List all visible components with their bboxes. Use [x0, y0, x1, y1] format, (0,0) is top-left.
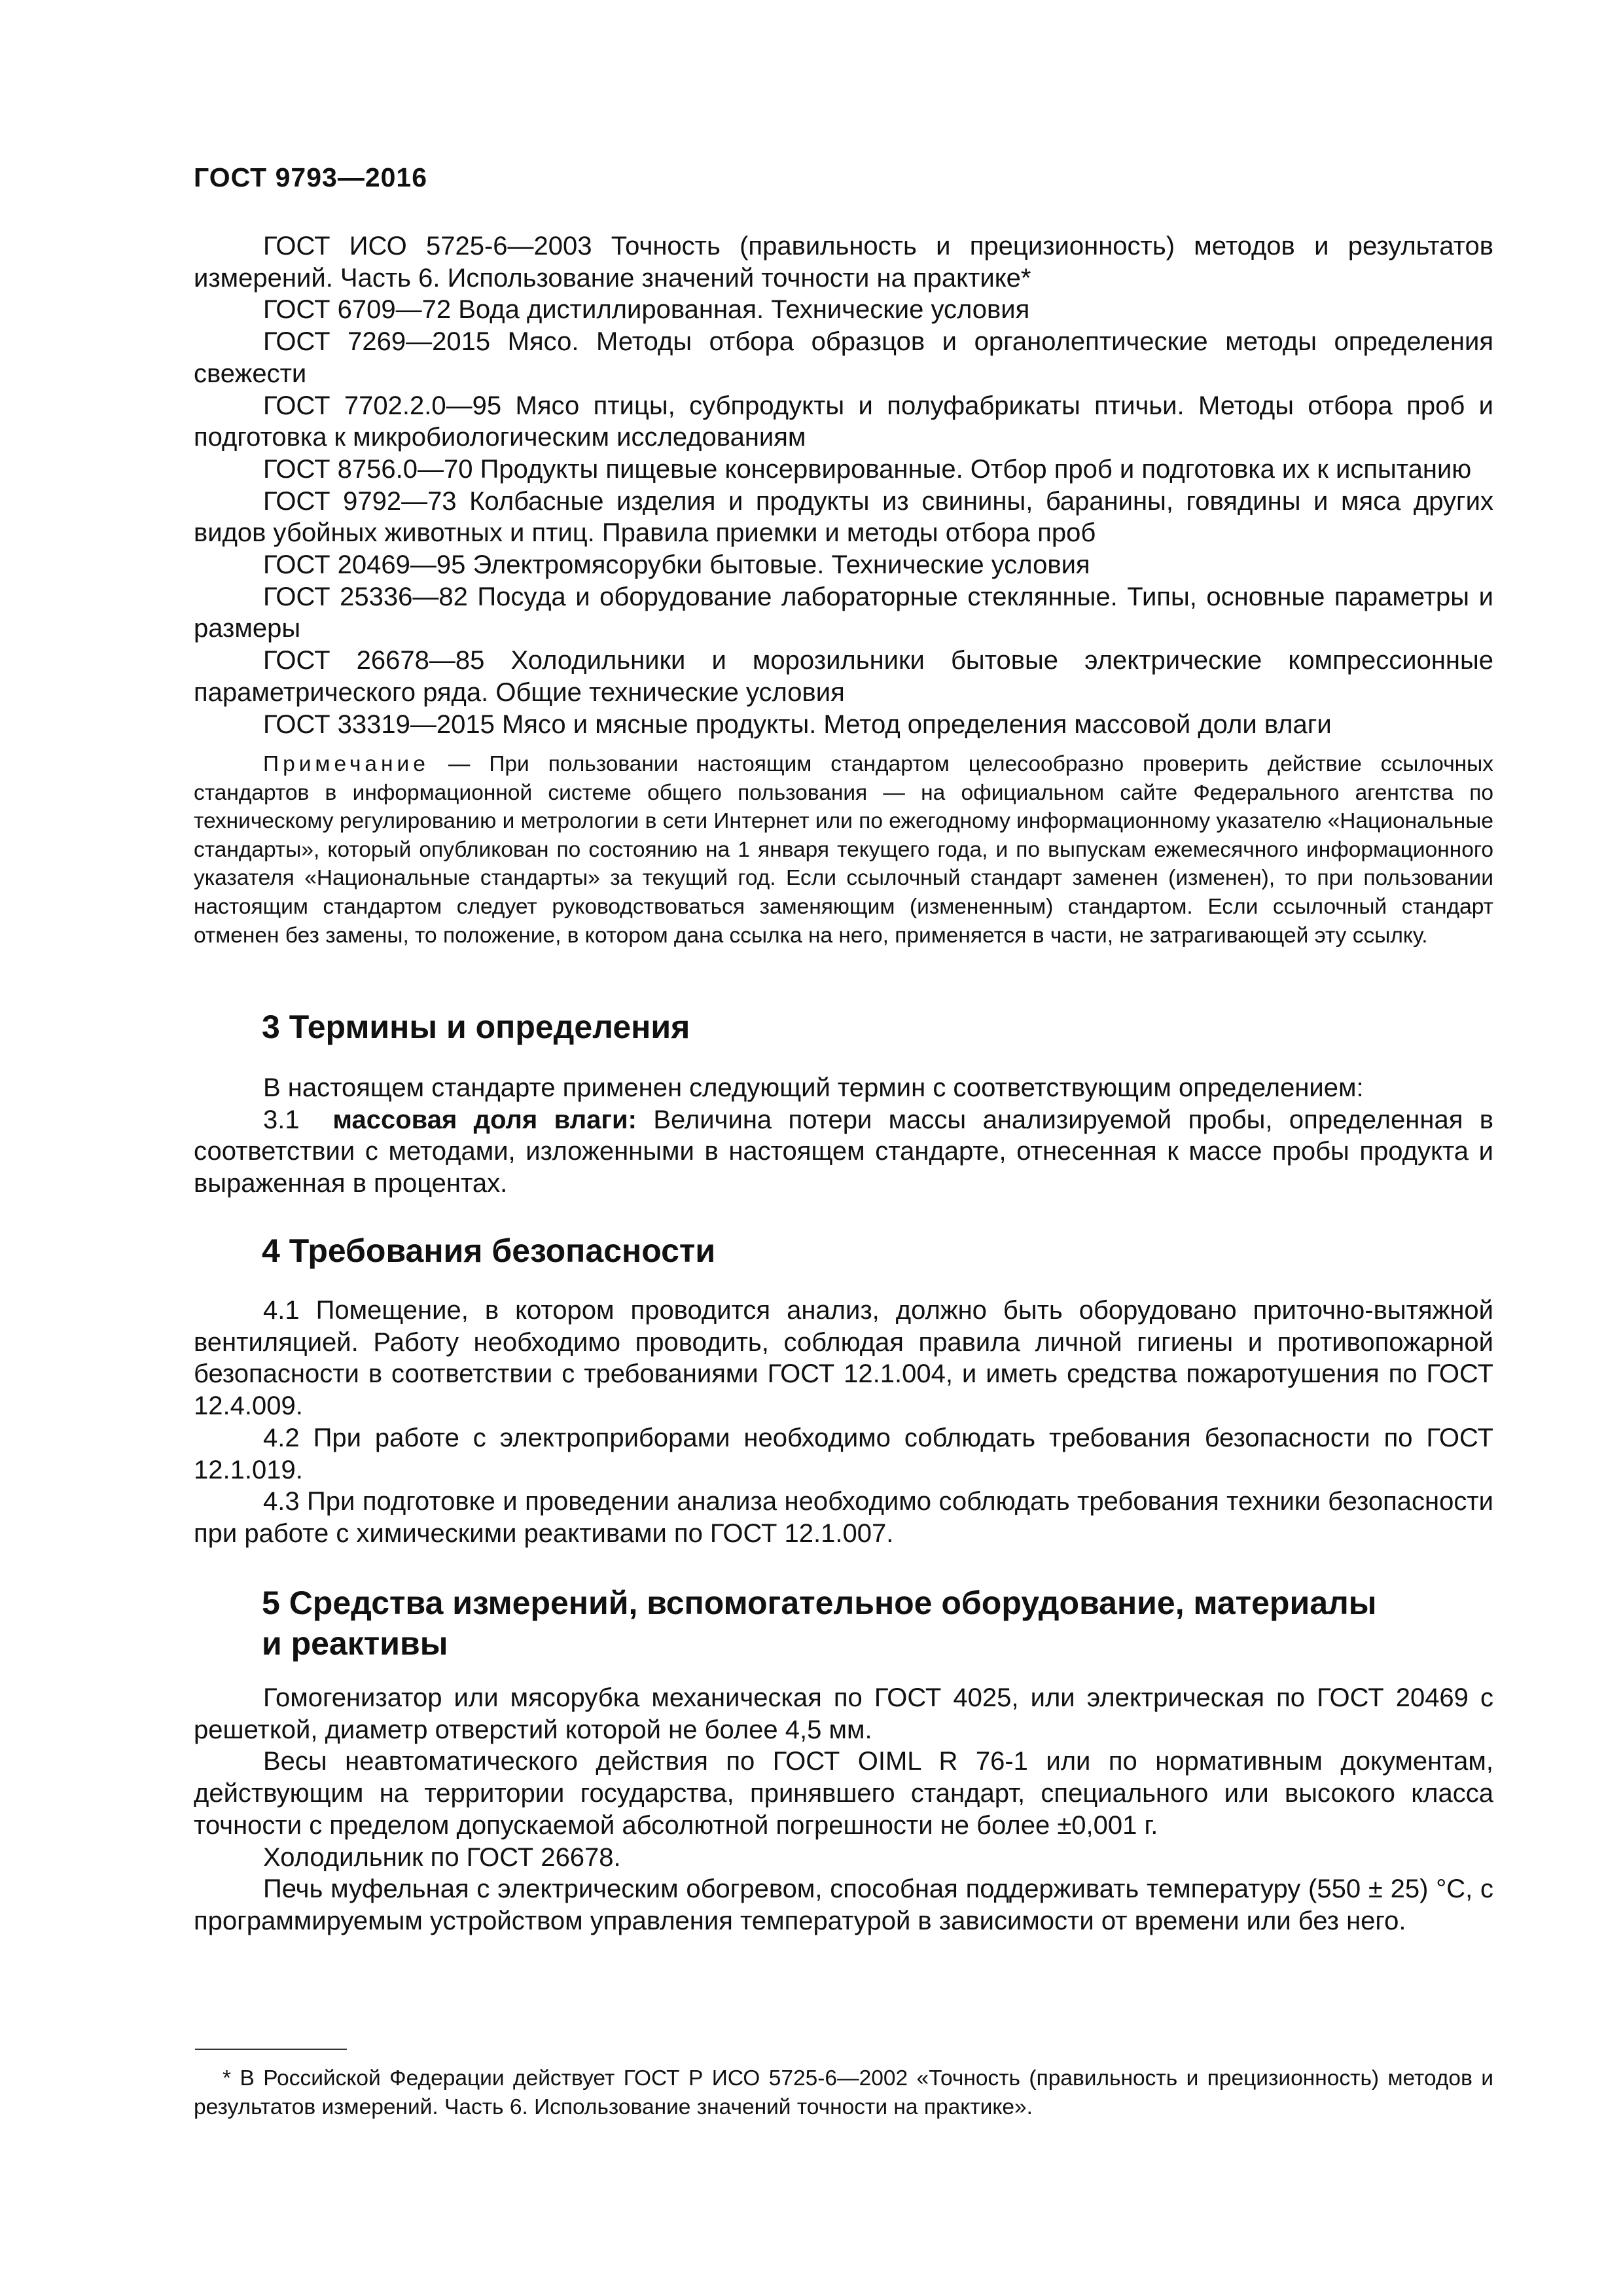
section-4-title: 4 Требования безопасности [262, 1232, 716, 1269]
reference-item: ГОСТ 7702.2.0—95 Мясо птицы, субпродукты и полуфабрикаты птичьи. Методы отбора проб и подготовка к микробиологическим исследованиям [194, 391, 1493, 452]
note-text: — При пользовании настоящим стандартом целесообразно проверить действие ссылочных стандартов в информационной системе общего пользования — на официальном сайте Федерального агентства по техническому регулированию и метрологии в сети Интернет или по ежегодному информационному указателю «Национальные стандарты», который опубликован по состоянию на 1 января текущего года, и по выпускам ежемесячного информационного указателя «Национальные стандарты» за текущий год. Если ссылочный стандарт заменен (изменен), то при пользовании настоящим стандартом следует руководствоваться заменяющим (измененным) стандартом. Если ссылочный стандарт отменен без замены, то положение, в котором дана ссылка на него, применяется в части, не затрагивающей эту ссылку. [194, 752, 1493, 948]
note-block [194, 750, 1493, 950]
reference-item: ГОСТ 20469—95 Электромясорубки бытовые. Технические условия [263, 550, 1090, 580]
section-4-paragraph: 4.2 При работе с электроприборами необходимо соблюдать требования безопасности по ГОСТ 12.1.019. [194, 1423, 1493, 1484]
reference-item: ГОСТ 26678—85 Холодильники и морозильники бытовые электрические компрессионные параметрического ряда. Общие технические условия [194, 646, 1493, 707]
term-definition [194, 1104, 1493, 1200]
reference-item: ГОСТ 9792—73 Колбасные изделия и продукты из свинины, баранины, говядины и мяса других видов убойных животных и птиц. Правила приемки и методы отбора проб [194, 486, 1493, 548]
footnote-text: * В Российской Федерации действует ГОСТ Р ИСО 5725-6—2002 «Точность (правильность и прецизионность) методов и результатов измерений. Часть 6. Использование значений точности на практике». [194, 2066, 1493, 2119]
reference-item: ГОСТ 7269—2015 Мясо. Методы отбора образцов и органолептические методы определения свежести [194, 327, 1493, 388]
term-definition-text: Величина потери массы анализируемой пробы, определенная в соответствии с методами, изложенными в настоящем стандарте, отнесенная к массе пробы продукта и выраженная в процентах. [194, 1105, 1494, 1198]
reference-item: ГОСТ 8756.0—70 Продукты пищевые консервированные. Отбор проб и подготовка их к испытанию [263, 454, 1472, 484]
section-5-title-line1: 5 Средства измерений, вспомогательное оборудование, материалы [262, 1585, 1377, 1621]
reference-item: ГОСТ 25336—82 Посуда и оборудование лабораторные стеклянные. Типы, основные параметры и размеры [194, 582, 1493, 643]
footnote-block [194, 2064, 1493, 2122]
reference-item: ГОСТ ИСО 5725-6—2003 Точность (правильность и прецизионность) методов и результатов измерений. Часть 6. Использование значений точности на практике* [194, 232, 1493, 293]
note-label: Примечание [263, 752, 429, 776]
section-5-title-line2: и реактивы [262, 1625, 448, 1662]
section-5-title [262, 1583, 1376, 1664]
section-4-paragraph: 4.1 Помещение, в котором проводится анализ, должно быть оборудовано приточно-вытяжной вентиляцией. Работу необходимо проводить, соблюдая правила личной гигиены и противопожарной безопасности в соответствии с требованиями ГОСТ 12.1.004, и иметь средства пожаротушения по ГОСТ 12.4.009. [194, 1296, 1493, 1421]
section-4-paragraph: 4.3 При подготовке и проведении анализа необходимо соблюдать требования техники безопасности при работе с химическими реактивами по ГОСТ 12.1.007. [194, 1487, 1493, 1548]
section-4-body [194, 1295, 1493, 1550]
section-5-body [194, 1682, 1493, 1937]
section-5-paragraph: Холодильник по ГОСТ 26678. [263, 1842, 621, 1872]
term-name: массовая доля влаги: [332, 1105, 637, 1134]
section-3-title: 3 Термины и определения [262, 1009, 690, 1045]
normative-references-list [194, 230, 1493, 740]
section-5-paragraph: Весы неавтоматического действия по ГОСТ OIML R 76-1 или по нормативным документам, действующим на территории государства, принявшего стандарт, специального или высокого класса точности с пределом допускаемой абсолютной погрешности не более ±0,001 г. [194, 1747, 1493, 1840]
section-5-paragraph: Гомогенизатор или мясорубка механическая по ГОСТ 4025, или электрическая по ГОСТ 20469 с решеткой, диаметр отверстий которой не более 4,5 мм. [194, 1683, 1493, 1744]
document-header-code: ГОСТ 9793—2016 [194, 162, 428, 192]
section-3-body [194, 1072, 1493, 1200]
term-number: 3.1 [263, 1105, 300, 1134]
reference-item: ГОСТ 6709—72 Вода дистиллированная. Технические условия [263, 295, 1030, 325]
reference-item: ГОСТ 33319—2015 Мясо и мясные продукты. Метод определения массовой доли влаги [263, 709, 1332, 739]
footnote-separator [195, 2049, 347, 2050]
note-paragraph [194, 750, 1493, 950]
section-5-paragraph: Печь муфельная с электрическим обогревом, способная поддерживать температуру (550 ± 25) °С, с программируемым устройством управления температурой в зависимости от времени или без него. [194, 1874, 1493, 1935]
section-3-intro: В настоящем стандарте применен следующий термин с соответствующим определением: [263, 1073, 1364, 1102]
